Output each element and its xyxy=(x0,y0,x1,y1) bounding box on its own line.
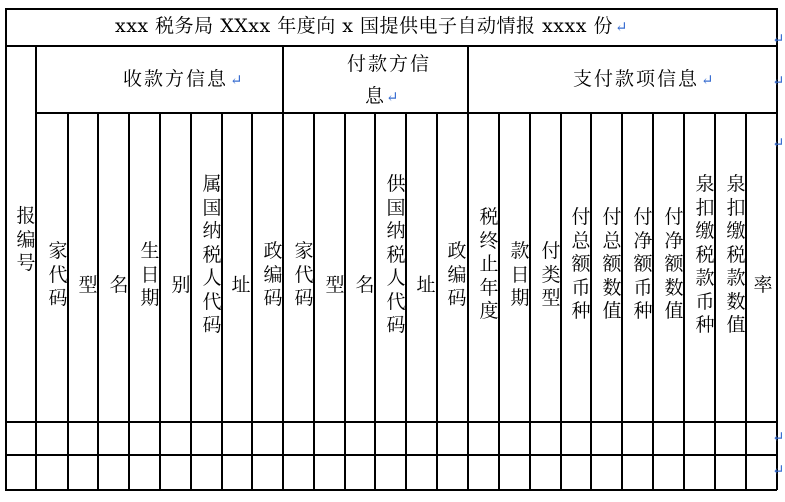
group-header-payment-text: 支付款项信息 xyxy=(573,68,700,90)
row-end-mark-icon: ↵ xyxy=(772,428,785,446)
grid-line xyxy=(190,112,192,490)
group-header-payee-text: 收款方信息 xyxy=(123,68,229,90)
group-header-payment xyxy=(573,68,716,91)
column-header: 付 总 额 币 种 xyxy=(571,206,591,322)
row-divider xyxy=(5,454,777,456)
column-header: 付 类 型 xyxy=(541,240,561,309)
column-header: 生 日 期 xyxy=(140,240,160,309)
table-border-top xyxy=(5,8,777,10)
column-header: 政 编 码 xyxy=(447,240,467,309)
paragraph-mark-icon: ↵ xyxy=(701,71,716,89)
grid-line xyxy=(374,112,376,490)
column-header: 家 代 码 xyxy=(48,240,68,309)
column-header: 址 xyxy=(416,274,436,296)
paragraph-mark-icon: ↵ xyxy=(614,18,629,36)
column-header: 名 xyxy=(109,274,129,296)
group-header-payee xyxy=(123,68,245,91)
column-header: 泉 扣 缴 税 款 币 种 xyxy=(695,173,715,336)
column-header: 型 xyxy=(325,274,345,296)
row-end-mark-icon: ↵ xyxy=(772,134,785,152)
column-header: 泉 扣 缴 税 款 数 值 xyxy=(726,173,746,336)
grid-line xyxy=(97,112,99,490)
table-title-text: xxx 税务局 XXxx 年度向 x 国提供电子自动情报 xxxx 份 xyxy=(115,15,613,37)
paragraph-mark-icon: ↵ xyxy=(386,88,399,106)
column-header: 政 编 码 xyxy=(263,240,283,309)
group-header-payer-line1 xyxy=(347,53,431,75)
row-end-mark-icon: ↵ xyxy=(772,30,785,48)
column-header: 付 净 额 币 种 xyxy=(633,206,653,322)
group-header-payer-line2 xyxy=(365,85,399,108)
group-header-payer-text-1: 付款方信 xyxy=(347,53,432,75)
grid-line xyxy=(344,112,346,490)
column-header: 款 日 期 xyxy=(510,240,530,309)
column-header: 付 总 额 数 值 xyxy=(602,206,622,322)
row-end-mark-icon: ↵ xyxy=(772,72,785,90)
column-header: 名 xyxy=(355,274,375,296)
column-header: 家 代 码 xyxy=(294,240,314,309)
grid-line xyxy=(436,112,438,490)
column-header: 供 国 纳 税 人 代 码 xyxy=(386,173,406,336)
column-header: 税 终 止 年 度 xyxy=(479,206,499,322)
row-end-mark-icon: ↵ xyxy=(772,461,785,479)
paragraph-mark-icon: ↵ xyxy=(230,71,245,89)
table-border-bottom xyxy=(5,489,777,491)
column-header: 型 xyxy=(78,274,98,296)
column-header: 址 xyxy=(231,274,251,296)
column-header: 别 xyxy=(171,274,191,296)
grid-line xyxy=(128,112,130,490)
table-border-left xyxy=(5,8,7,490)
column-header: 付 净 额 数 值 xyxy=(664,206,684,322)
grid-line xyxy=(251,112,253,490)
group-header-payer-text-2: 息 xyxy=(365,85,385,107)
column-header: 率 xyxy=(753,274,773,296)
column-header: 属 国 纳 税 人 代 码 xyxy=(202,173,222,336)
header-bottom-line xyxy=(5,421,777,423)
table-title xyxy=(115,15,628,38)
column-header: 报 编 号 xyxy=(16,205,36,274)
title-divider xyxy=(5,45,777,47)
